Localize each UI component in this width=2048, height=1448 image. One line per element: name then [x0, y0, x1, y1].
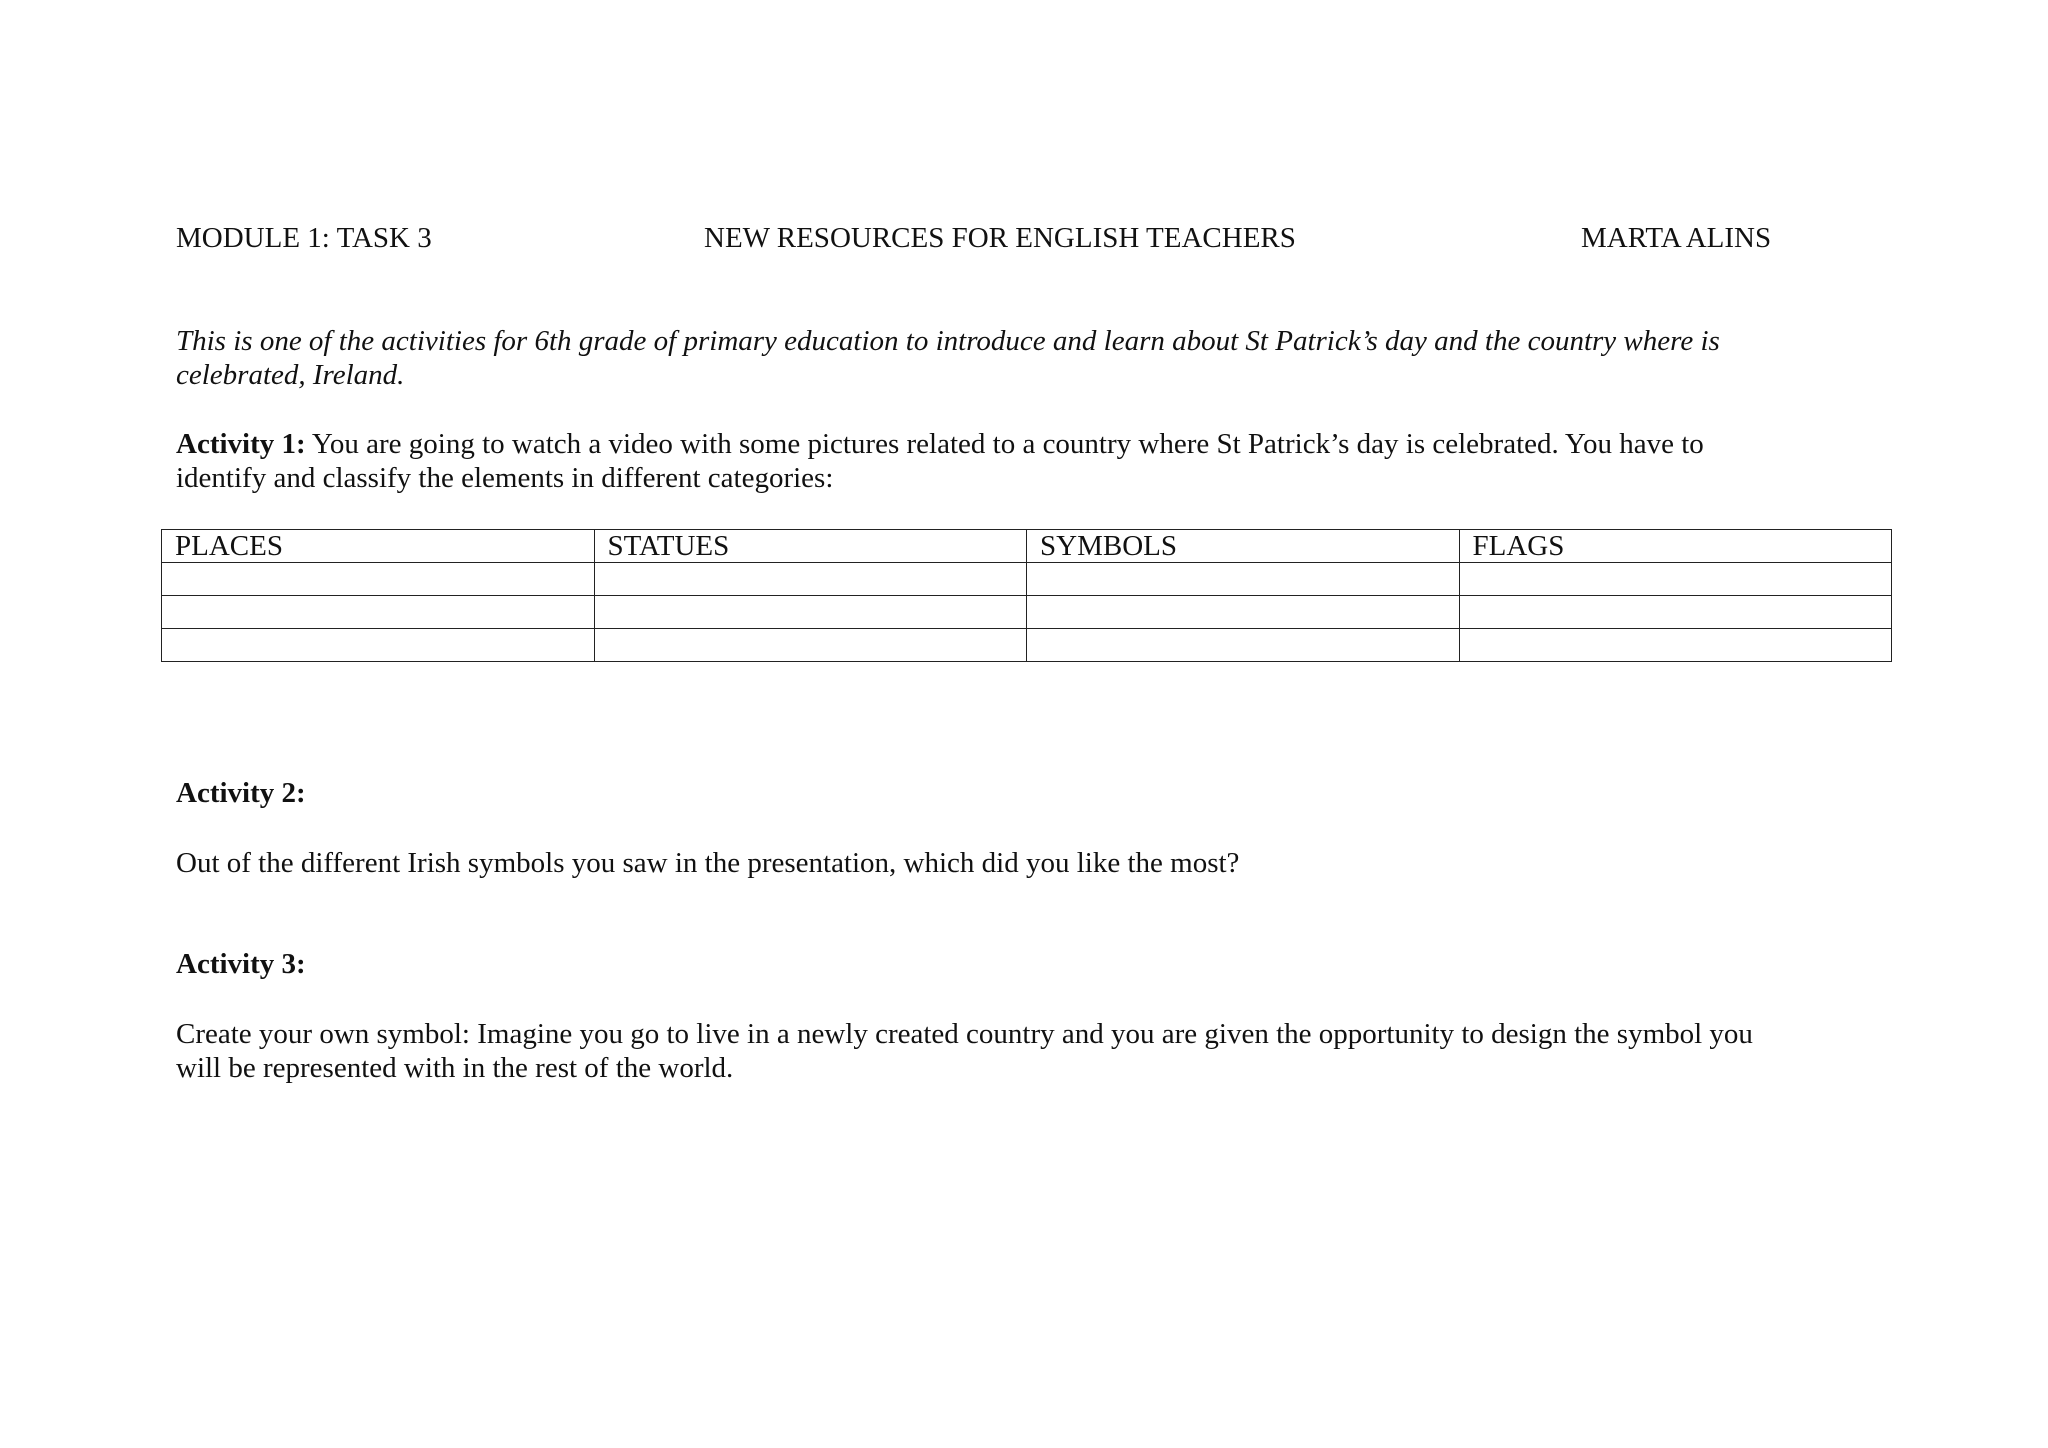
column-header-symbols: SYMBOLS [1027, 530, 1460, 563]
table-cell [1459, 563, 1892, 596]
table-row [162, 563, 1892, 596]
column-header-flags: FLAGS [1459, 530, 1892, 563]
table-header-row [162, 530, 1892, 563]
activity-3-label: Activity 3: [176, 948, 306, 980]
intro-line-2: celebrated, Ireland. [176, 359, 405, 391]
activity-3-text-line-1: Create your own symbol: Imagine you go to live in a newly created country and you are given the opportunity to design the symbol you [176, 1018, 1753, 1050]
author-name: MARTA ALINS [1581, 222, 1772, 254]
activity-1-text-line-1: You are going to watch a video with some pictures related to a country where St Patrick’s day is celebrated. You have to [305, 428, 1704, 460]
table-cell [162, 596, 595, 629]
activity-1-text-line-2: identify and classify the elements in different categories: [176, 462, 834, 494]
intro-line-1: This is one of the activities for 6th grade of primary education to introduce and learn about St Patrick’s day and the country where is [176, 325, 1720, 357]
activity-1-paragraph [176, 427, 1876, 495]
activity-2-text: Out of the different Irish symbols you saw in the presentation, which did you like the most? [176, 847, 1240, 879]
activity-1-label: Activity 1: [176, 428, 306, 460]
column-header-statues: STATUES [594, 530, 1027, 563]
document-title: NEW RESOURCES FOR ENGLISH TEACHERS [704, 222, 1296, 254]
table-cell [594, 629, 1027, 662]
column-header-places: PLACES [162, 530, 595, 563]
table-cell [162, 629, 595, 662]
table-cell [1027, 596, 1460, 629]
table-row [162, 629, 1892, 662]
table-cell [1459, 629, 1892, 662]
table-cell [1027, 563, 1460, 596]
table-cell [162, 563, 595, 596]
table-cell [594, 596, 1027, 629]
activity-3-text-line-2: will be represented with in the rest of the world. [176, 1052, 734, 1084]
table-row [162, 596, 1892, 629]
module-task-label: MODULE 1: TASK 3 [176, 222, 432, 254]
table-cell [1459, 596, 1892, 629]
activity-2-label: Activity 2: [176, 777, 306, 809]
table-cell [594, 563, 1027, 596]
classification-table [161, 529, 1892, 662]
intro-paragraph [176, 324, 1876, 392]
activity-3-paragraph [176, 1017, 1876, 1085]
table-cell [1027, 629, 1460, 662]
